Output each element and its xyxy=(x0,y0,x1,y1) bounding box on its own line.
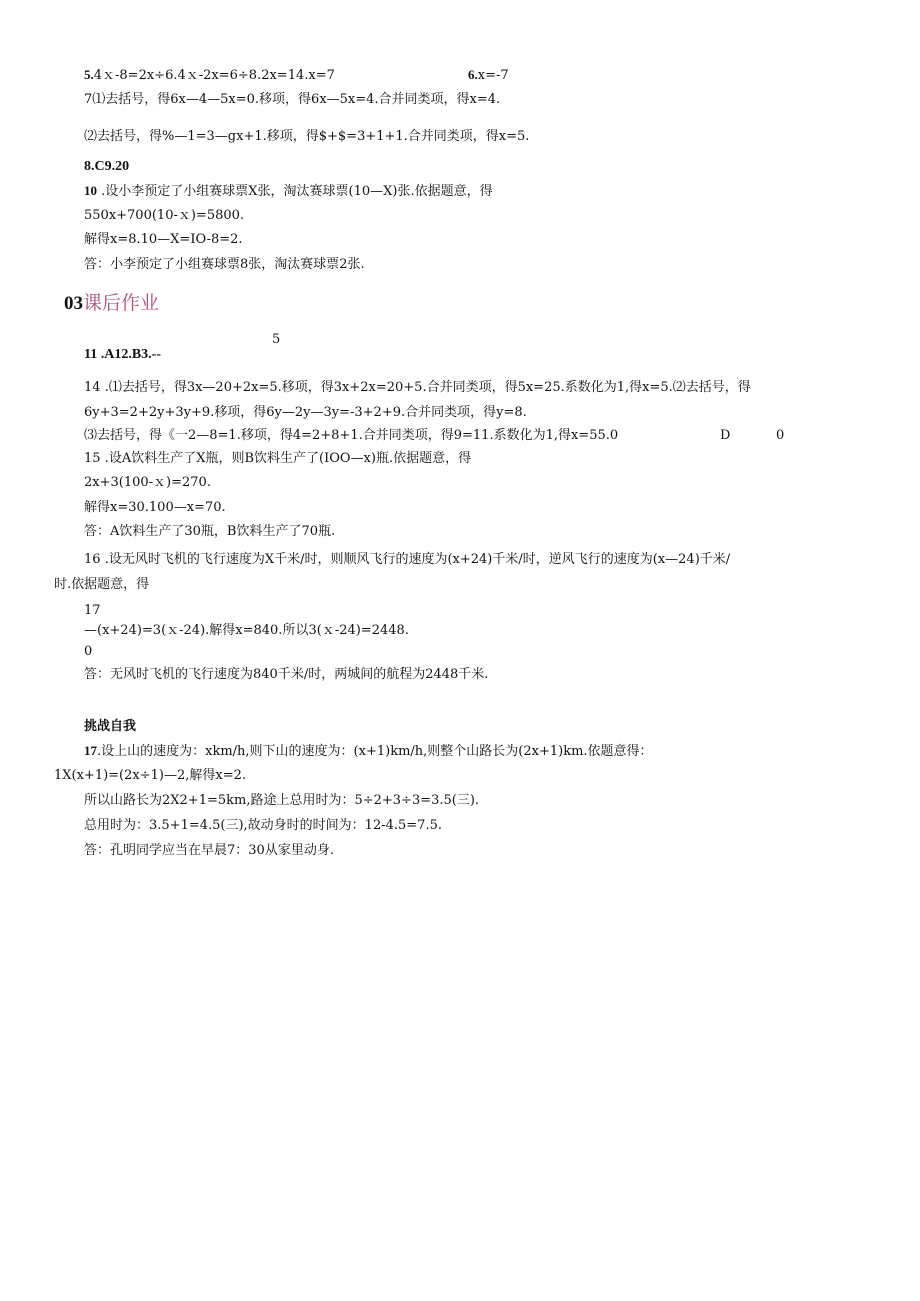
stray-mark: D xyxy=(720,428,731,443)
answer-statement: 答：无风时飞机的飞行速度为840千米/时，两城间的航程为2448千米. xyxy=(84,667,489,682)
equation-line: 550x+700(10-ｘ)=5800. xyxy=(84,208,245,223)
equation-line: 2x+3(100-ｘ)=270. xyxy=(84,475,211,490)
answer-line-10 xyxy=(84,182,493,201)
answer-text: .设A饮料生产了X瓶，则B饮料生产了(IOO—x)瓶.依据题意，得 xyxy=(104,451,472,466)
equation-line: —(x+24)=3(ｘ-24).解得x=840.所以3(ｘ-24)=2448. xyxy=(84,623,409,638)
answer-text: .设小李预定了小组赛球票X张，淘汰赛球票(10—X)张.依据题意，得 xyxy=(101,184,493,199)
answer-text: .设无风时飞机的飞行速度为X千米/时，则顺风飞行的速度为(x+24)千米/时，逆风飞行的速度为(x—24)千米/ xyxy=(104,552,731,567)
fraction-numerator: 17 xyxy=(84,603,101,618)
answer-line-16 xyxy=(84,551,730,569)
answer-line-14-3: ⑶去括号，得《一2—8=1.移项，得4=2+8+1.合并同类项，得9=11.系数化为1,得x=55.0 xyxy=(84,428,619,443)
fraction-denominator: 0 xyxy=(84,644,93,659)
stray-mark: 5 xyxy=(272,332,281,347)
answer-line-7-1: 7⑴去括号，得6x—4—5x=0.移项，得6x—5x=4.合并同类项，得x=4. xyxy=(84,92,501,107)
answer-statement: 答：孔明同学应当在早晨7：30从家里动身. xyxy=(84,843,334,858)
answer-statement: 答：A饮料生产了30瓶，B饮料生产了70瓶. xyxy=(84,524,336,539)
item-number: 14 xyxy=(84,380,101,395)
answer-line-11-13: 11 .A12.B3.-- xyxy=(84,347,161,362)
item-number: 17 xyxy=(84,743,97,758)
section-heading-homework xyxy=(64,291,159,316)
answer-line-7-2: ⑵去括号，得%—1=3—gx+1.移项，得$+$=3+1+1.合并同类项，得x=5. xyxy=(84,129,530,144)
solution-line: 所以山路长为2X2+1=5km,路途上总用时为：5÷2+3÷3=3.5(三). xyxy=(84,793,480,808)
answer-statement: 答：小李预定了小组赛球票8张，淘汰赛球票2张. xyxy=(84,257,365,272)
section-heading-challenge: 挑战自我 xyxy=(84,719,137,734)
equation-line: 1X(x+1)=(2x÷1)—2,解得x=2. xyxy=(54,768,246,783)
answer-line-14-2: 6y+3=2+2y+3y+9.移项，得6y—2y—3y=-3+2+9.合并同类项，得y=8. xyxy=(84,405,527,420)
answer-line-14-1 xyxy=(84,379,751,397)
solution-line: 总用时为：3.5+1=4.5(三),故动身时的时间为：12-4.5=7.5. xyxy=(84,818,442,833)
answer-text: x=-7 xyxy=(477,68,509,83)
answer-text: .设上山的速度为：xkm/h,则下山的速度为：(x+1)km/h,则整个山路长为(2x+1)km.依题意得： xyxy=(97,744,653,759)
section-title: 课后作业 xyxy=(83,292,160,314)
answer-line-5 xyxy=(84,66,335,85)
section-number: 03 xyxy=(64,293,83,314)
item-number: 6. xyxy=(468,67,478,82)
answer-line-16-cont: 时.依据题意，得 xyxy=(54,577,150,592)
answer-line-6 xyxy=(468,66,509,85)
item-number: 10 xyxy=(84,183,97,198)
answer-line-17 xyxy=(84,742,653,761)
solution-line: 解得x=8.10—X=IO-8=2. xyxy=(84,232,243,247)
solution-line: 解得x=30.100—x=70. xyxy=(84,500,226,515)
answer-text: .⑴去括号，得3x—20+2x=5.移项，得3x+2x=20+5.合并同类项，得5x=25.系数化为1,得x=5.⑵去括号，得 xyxy=(104,380,751,395)
item-number: 15 xyxy=(84,451,101,466)
answer-text: 4ｘ-8=2x÷6.4ｘ-2x=6÷8.2x=14.x=7 xyxy=(93,68,335,83)
answer-line-8-9: 8.C9.20 xyxy=(84,159,130,174)
item-number: 5. xyxy=(84,67,94,82)
stray-mark: 0 xyxy=(776,428,785,443)
answer-line-15 xyxy=(84,450,471,468)
item-number: 16 xyxy=(84,552,101,567)
